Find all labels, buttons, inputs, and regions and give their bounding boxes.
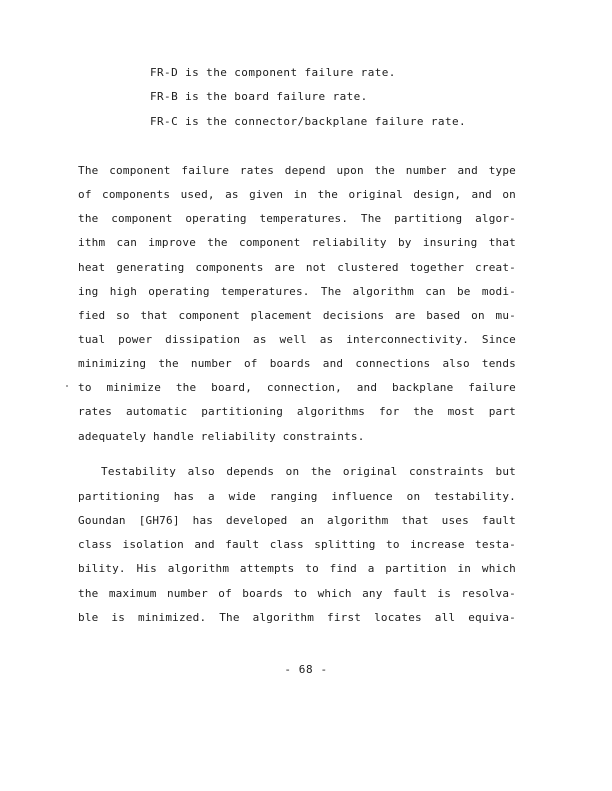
- paragraph-1-line: minimizing the number of boards and connections also tends: [78, 357, 516, 370]
- paragraph-2-line: partitioning has a wide ranging influence on testability.: [78, 490, 516, 503]
- paragraph-1-line: ithm can improve the component reliability by insuring that: [78, 236, 516, 249]
- paragraph-1-line: The component failure rates depend upon the number and type: [78, 164, 516, 177]
- paragraph-1-line: ing high operating temperatures. The algorithm can be modi-: [78, 285, 516, 298]
- paragraph-2-line: class isolation and fault class splitting to increase testa-: [78, 538, 516, 551]
- paragraph-2-line: Testability also depends on the original constraints but: [101, 465, 516, 478]
- paragraph-1-line: rates automatic partitioning algorithms for the most part: [78, 405, 516, 418]
- paragraph-1-line: of components used, as given in the original design, and on: [78, 188, 516, 201]
- paragraph-2-line: ble is minimized. The algorithm first locates all equiva-: [78, 611, 516, 624]
- paragraph-1-line: to minimize the board, connection, and backplane failure: [78, 381, 516, 394]
- paragraph-2-line: the maximum number of boards to which any fault is resolva-: [78, 587, 516, 600]
- paragraph-2-line: bility. His algorithm attempts to find a partition in which: [78, 562, 516, 575]
- definition-fr-b: FR-B is the board failure rate.: [150, 90, 368, 103]
- paragraph-1-line: the component operating temperatures. The partitiong algor-: [78, 212, 516, 225]
- paragraph-1-line: adequately handle reliability constraints.: [78, 430, 365, 443]
- paragraph-1-line: fied so that component placement decisions are based on mu-: [78, 309, 516, 322]
- page-number: - 68 -: [284, 663, 328, 676]
- scan-speck: [66, 385, 68, 387]
- paragraph-1-line: tual power dissipation as well as interconnectivity. Since: [78, 333, 516, 346]
- paragraph-1-line: heat generating components are not clustered together creat-: [78, 261, 516, 274]
- paragraph-2-line: Goundan [GH76] has developed an algorithm that uses fault: [78, 514, 516, 527]
- definition-fr-c: FR-C is the connector/backplane failure rate.: [150, 115, 467, 128]
- definition-fr-d: FR-D is the component failure rate.: [150, 66, 396, 79]
